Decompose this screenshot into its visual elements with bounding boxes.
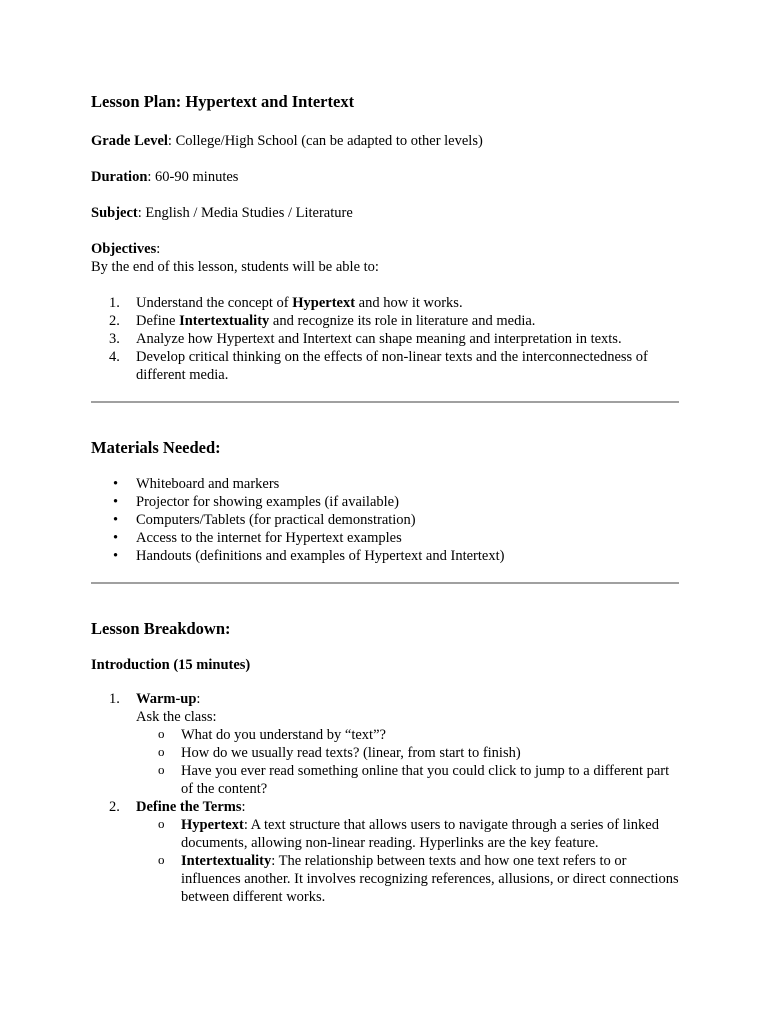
- objective-term: Intertextuality: [179, 313, 270, 329]
- bullet-icon: •: [113, 512, 119, 528]
- materials-heading: Materials Needed:: [91, 438, 221, 457]
- list-item: [91, 726, 679, 744]
- question-text: Have you ever read something online that you could click to jump to a different part of the content?: [181, 763, 670, 797]
- define-item: [91, 798, 679, 906]
- objectives-label: Objectives: [91, 241, 157, 257]
- list-number: 4.: [109, 349, 120, 365]
- duration-label: Duration: [91, 169, 148, 185]
- list-number: 1.: [109, 691, 120, 707]
- breakdown-list: [91, 690, 679, 906]
- objectives-intro: By the end of this lesson, students will be able to:: [91, 259, 379, 275]
- document-body: [91, 91, 679, 906]
- bullet-icon: •: [113, 548, 119, 564]
- bullet-icon: •: [113, 476, 119, 492]
- list-number: 1.: [109, 295, 120, 311]
- warmup-item: [91, 690, 679, 798]
- duration: [91, 168, 679, 186]
- warmup-colon: :: [196, 691, 201, 707]
- circle-bullet-icon: o: [158, 744, 165, 759]
- objectives-colon: :: [156, 241, 161, 257]
- objectives-list: [91, 294, 679, 384]
- circle-bullet-icon: o: [158, 852, 165, 867]
- definition-text: : The relationship between texts and how one text refers to or influences another. It involves recognizing references, allusions, or direct connections between different works.: [181, 853, 679, 905]
- definitions-list: [136, 816, 679, 906]
- objective-text-end: and recognize its role in literature and media.: [269, 313, 536, 329]
- list-item: [91, 744, 679, 762]
- objective-term: Hypertext: [292, 295, 356, 311]
- list-item: [91, 493, 679, 511]
- define-label: Define the Terms: [136, 799, 242, 815]
- introduction-heading: Introduction (15 minutes): [91, 657, 251, 673]
- objective-item: [91, 348, 679, 384]
- objective-text: Define: [136, 313, 180, 329]
- duration-value: : 60-90 minutes: [147, 169, 239, 185]
- objective-text: Analyze how Hypertext and Intertext can shape meaning and interpretation in texts.: [136, 331, 622, 347]
- subject-value: : English / Media Studies / Literature: [137, 205, 353, 221]
- question-text: How do we usually read texts? (linear, from start to finish): [181, 745, 521, 761]
- objective-item: [91, 294, 679, 312]
- list-item: [91, 475, 679, 493]
- question-text: What do you understand by “text”?: [181, 727, 386, 743]
- materials-list: [91, 475, 679, 565]
- objective-item: [91, 312, 679, 330]
- objectives-heading: [91, 240, 679, 258]
- objective-item: [91, 330, 679, 348]
- subject-label: Subject: [91, 205, 138, 221]
- material-text: Handouts (definitions and examples of Hypertext and Intertext): [136, 548, 505, 564]
- objective-text: Develop critical thinking on the effects of non-linear texts and the interconnectedness of different media.: [136, 349, 648, 383]
- list-item: [91, 816, 679, 852]
- grade-level: [91, 132, 679, 150]
- list-number: 2.: [109, 313, 120, 329]
- material-text: Whiteboard and markers: [136, 476, 280, 492]
- material-text: Computers/Tablets (for practical demonstration): [136, 512, 416, 528]
- circle-bullet-icon: o: [158, 816, 165, 831]
- list-number: 3.: [109, 331, 120, 347]
- bullet-icon: •: [113, 530, 119, 546]
- list-item: [91, 547, 679, 565]
- grade-level-label: Grade Level: [91, 133, 168, 149]
- definition-term: Intertextuality: [181, 853, 272, 869]
- warmup-text: Ask the class:: [136, 709, 217, 725]
- material-text: Projector for showing examples (if available): [136, 494, 399, 510]
- circle-bullet-icon: o: [158, 762, 165, 777]
- warmup-questions: [136, 726, 679, 798]
- bullet-icon: •: [113, 494, 119, 510]
- objective-text: Understand the concept of: [136, 295, 293, 311]
- definition-term: Hypertext: [181, 817, 244, 833]
- list-number: 2.: [109, 799, 120, 815]
- list-item: [91, 852, 679, 906]
- breakdown-heading: Lesson Breakdown:: [91, 619, 231, 638]
- list-item: [91, 762, 679, 798]
- section-divider: [91, 582, 679, 584]
- subject: [91, 204, 679, 222]
- section-divider: [91, 401, 679, 403]
- objective-text-end: and how it works.: [355, 295, 463, 311]
- list-item: [91, 511, 679, 529]
- grade-level-value: : College/High School (can be adapted to other levels): [167, 133, 483, 149]
- page-title: Lesson Plan: Hypertext and Intertext: [91, 92, 355, 111]
- list-item: [91, 529, 679, 547]
- circle-bullet-icon: o: [158, 726, 165, 741]
- definition-text: : A text structure that allows users to navigate through a series of linked documents, allowing non-linear reading. Hyperlinks are the key feature.: [181, 817, 659, 851]
- define-colon: :: [241, 799, 246, 815]
- warmup-label: Warm-up: [136, 691, 197, 707]
- material-text: Access to the internet for Hypertext examples: [136, 530, 402, 546]
